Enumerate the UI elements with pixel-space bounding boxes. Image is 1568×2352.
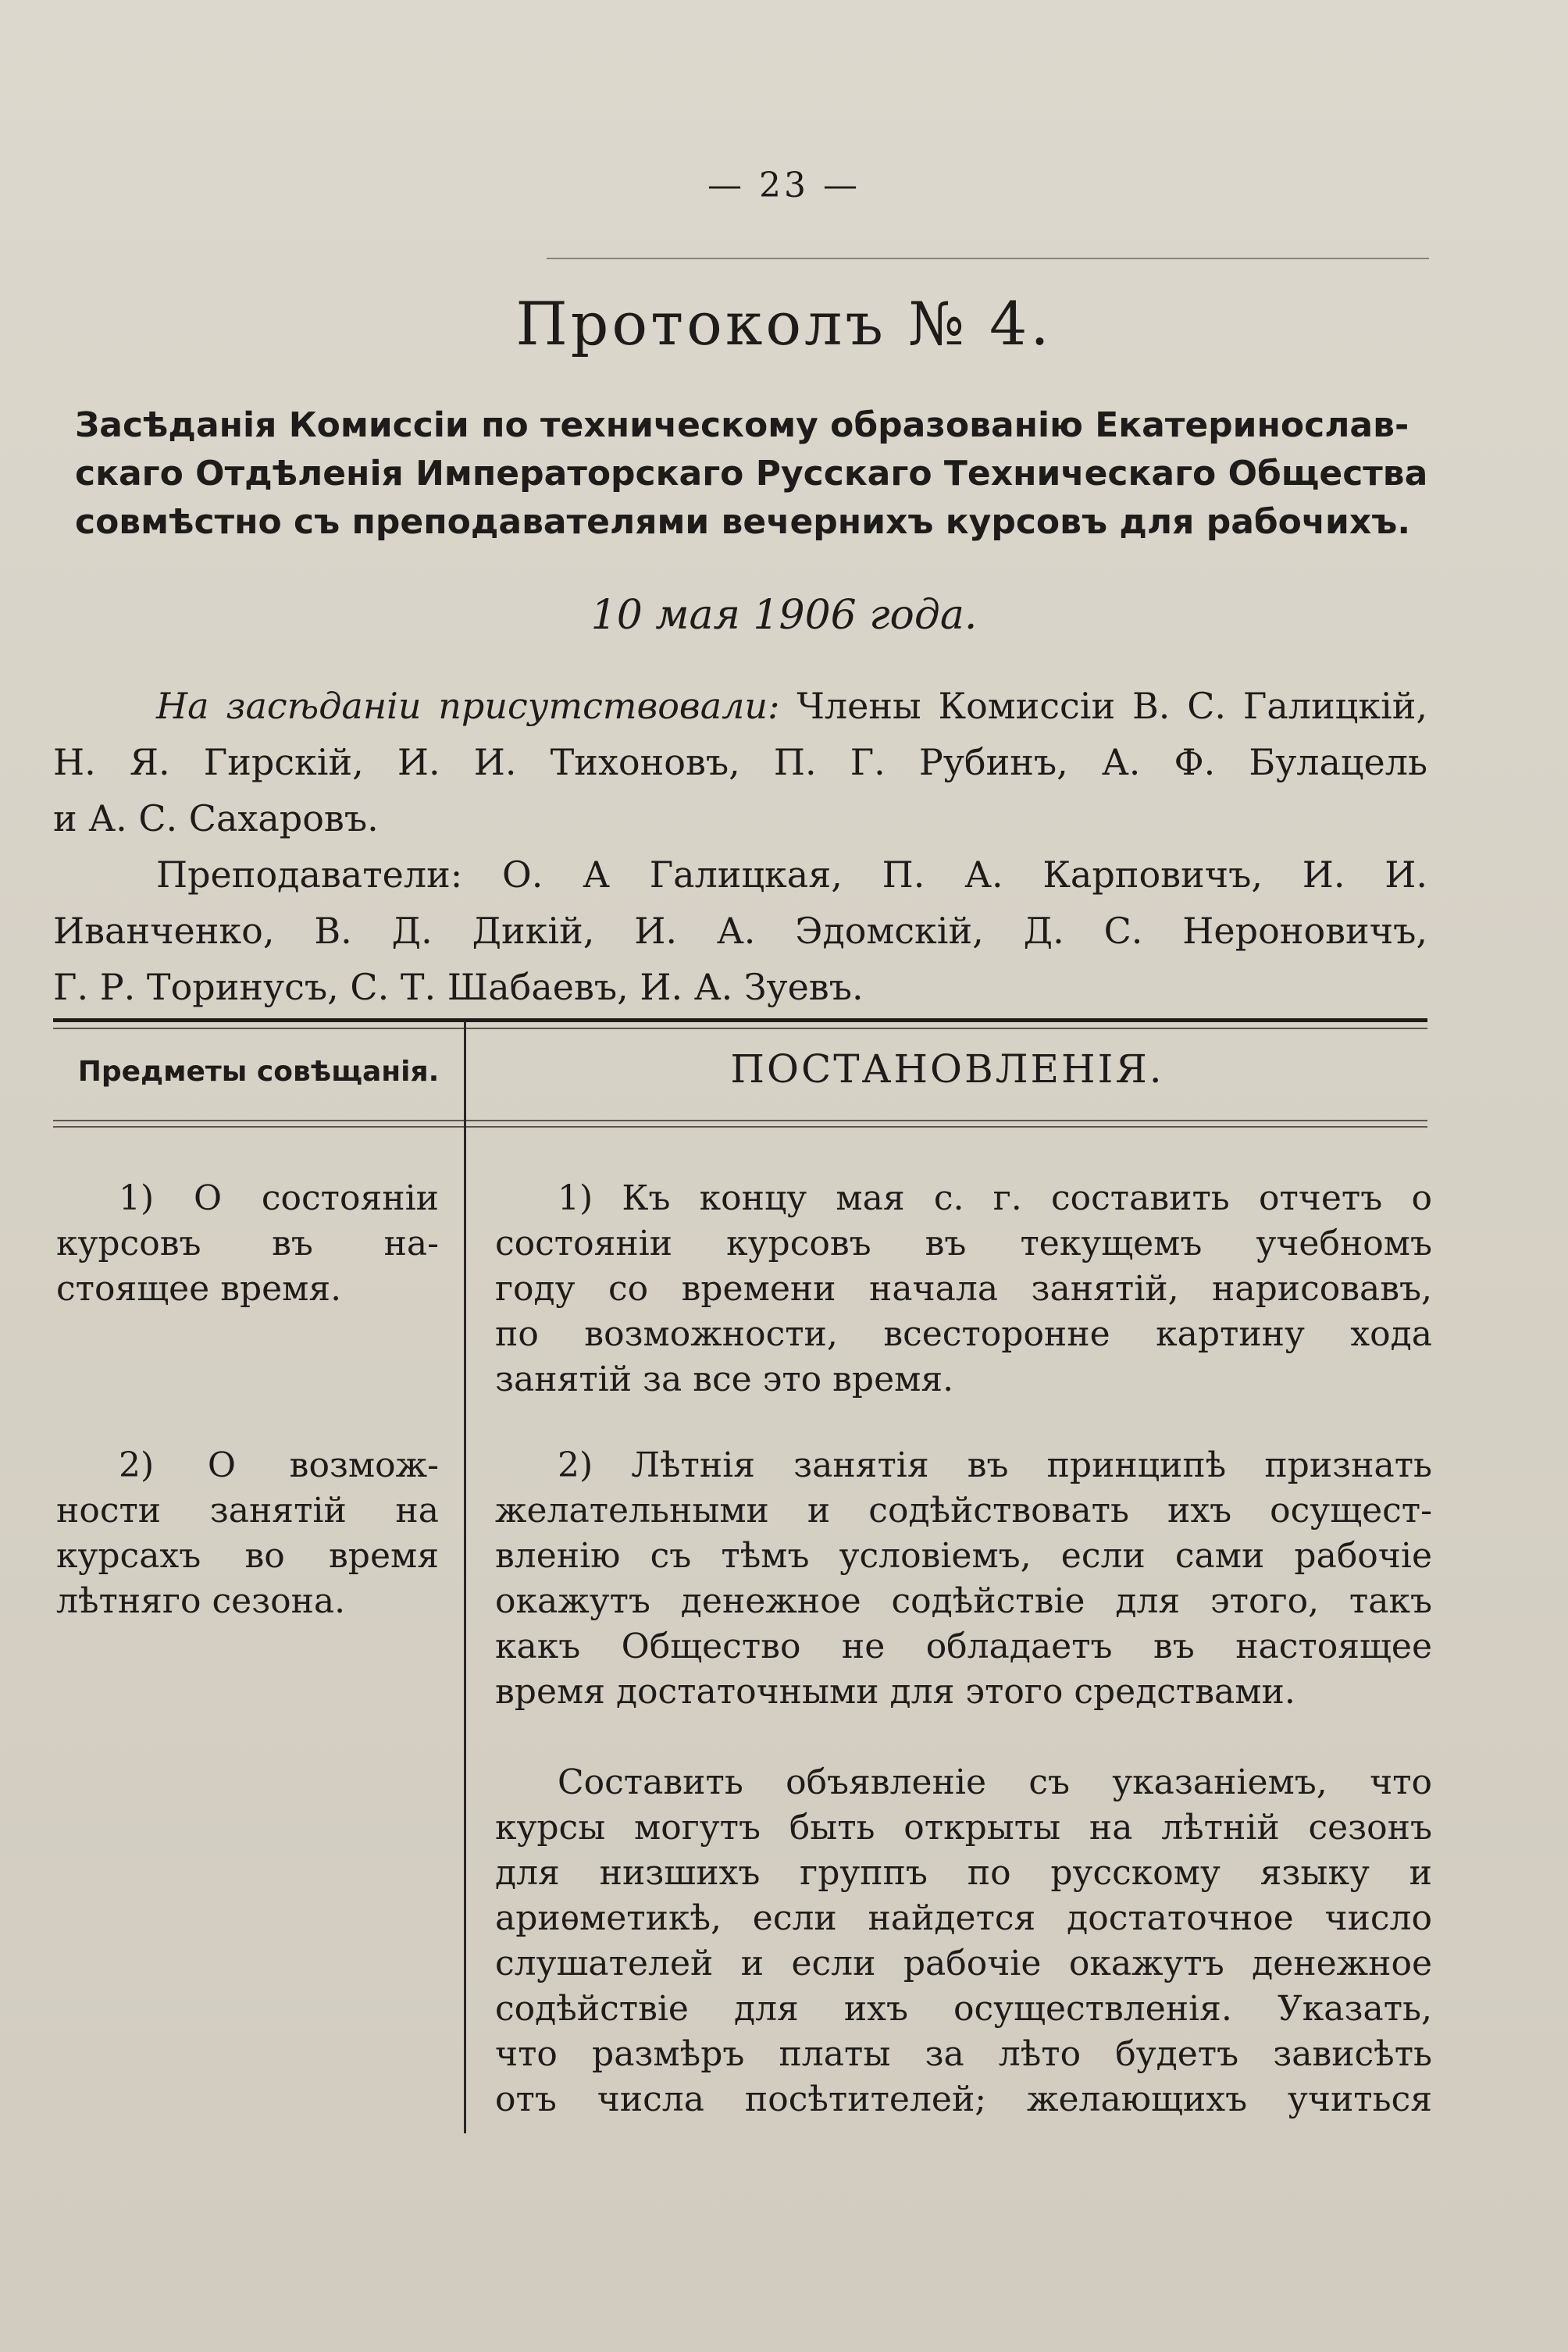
resolution-1 xyxy=(495,1176,1432,1402)
resolution-3 xyxy=(495,1760,1432,2122)
attendance-block xyxy=(53,678,1427,1015)
teachers-line-2: Иванченко, В. Д. Дикій, И. А. Эдомскій, Д. С. Нероновичъ, xyxy=(53,910,1427,952)
resolution-line: вленію съ тѣмъ условіемъ, если сами рабочіе xyxy=(495,1536,1432,1576)
resolution-line: занятій за все это время. xyxy=(495,1360,954,1399)
teachers-line-1: Преподаватели: О. А Галицкая, П. А. Карповичъ, И. И. xyxy=(156,853,1427,896)
resolution-line: отъ числа посѣтителей; желающихъ учиться xyxy=(495,2079,1432,2119)
protocol-title: Протоколъ № 4. xyxy=(515,289,1053,358)
resolution-line: состояніи курсовъ въ текущемъ учебномъ xyxy=(495,1224,1432,1263)
subtitle-line: Засѣданія Комиссіи по техническому образованію Екатеринослав- xyxy=(75,405,1409,445)
resolution-line: по возможности, всесторонне картину хода xyxy=(495,1314,1432,1354)
table-header-left: Предметы совѣщанія. xyxy=(77,1056,440,1088)
subtitle-line: скаго Отдѣленія Императорскаго Русскаго Техническаго Общества xyxy=(75,454,1428,494)
column-divider xyxy=(464,1021,466,2133)
members-line-2: Н. Я. Гирскій, И. И. Тихоновъ, П. Г. Рубинъ, А. Ф. Булацель xyxy=(53,741,1427,783)
agenda-line: ности занятій на xyxy=(56,1491,439,1531)
resolution-line: курсы могутъ быть открыты на лѣтній сезонъ xyxy=(495,1808,1432,1848)
top-rule xyxy=(547,258,1429,259)
resolution-line: Составить объявленіе съ указаніемъ, что xyxy=(558,1762,1432,1802)
teachers-line-3: Г. Р. Торинусъ, С. Т. Шабаевъ, И. А. Зуевъ. xyxy=(53,966,864,1008)
resolution-line: году со времени начала занятій, нарисовавъ, xyxy=(495,1269,1432,1309)
resolution-2 xyxy=(495,1443,1432,1715)
resolution-line: 1) Къ концу мая с. г. составить отчетъ о xyxy=(558,1178,1432,1218)
table-header-right: ПОСТАНОВЛЕНІЯ. xyxy=(730,1046,1164,1092)
resolution-line: содѣйствіе для ихъ осуществленія. Указать, xyxy=(495,1989,1432,2029)
resolution-line: окажутъ денежное содѣйствіе для этого, такъ xyxy=(495,1581,1432,1621)
resolution-line: желательными и содѣйствовать ихъ осущест- xyxy=(495,1491,1432,1531)
subtitle-line: совмѣстно съ преподавателями вечернихъ курсовъ для рабочихъ. xyxy=(75,502,1411,542)
resolution-line: время достаточными для этого средствами. xyxy=(495,1672,1295,1712)
members-line-1: Члены Комиссіи В. С. Галицкій, xyxy=(796,685,1427,727)
agenda-line: 1) О состояніи xyxy=(119,1178,439,1218)
protocol-subtitle xyxy=(75,401,1428,547)
table-header-rule xyxy=(53,1120,1427,1121)
agenda-item-2 xyxy=(56,1443,439,1624)
agenda-item-1 xyxy=(56,1176,439,1312)
table-top-rule xyxy=(53,1018,1427,1022)
resolution-line: что размѣръ платы за лѣто будетъ зависѣть xyxy=(495,2034,1432,2074)
table-top-rule-thin xyxy=(53,1028,1427,1029)
agenda-line: лѣтняго сезона. xyxy=(56,1581,346,1621)
members-line-3: и А. С. Сахаровъ. xyxy=(53,797,379,839)
resolution-line: какъ Общество не обладаетъ въ настоящее xyxy=(495,1627,1432,1666)
table-header-rule-2 xyxy=(53,1126,1427,1128)
agenda-line: стоящее время. xyxy=(56,1269,342,1309)
page-number: — 23 — xyxy=(707,166,861,205)
attendance-line xyxy=(53,678,1427,734)
resolution-line: для низшихъ группъ по русскому языку и xyxy=(495,1853,1432,1893)
agenda-line: курсахъ во время xyxy=(56,1536,439,1576)
resolution-line: ариѳметикѣ, если найдется достаточное число xyxy=(495,1898,1432,1938)
resolution-line: 2) Лѣтнія занятія въ принципѣ признать xyxy=(558,1445,1432,1485)
agenda-line: курсовъ въ на- xyxy=(56,1224,439,1263)
attendance-intro: На засѣданіи присутствовали: xyxy=(156,685,780,727)
resolution-line: слушателей и если рабочіе окажутъ денежное xyxy=(495,1944,1432,1983)
agenda-line: 2) О возмож- xyxy=(119,1445,439,1485)
meeting-date: 10 мая 1906 года. xyxy=(590,592,978,639)
